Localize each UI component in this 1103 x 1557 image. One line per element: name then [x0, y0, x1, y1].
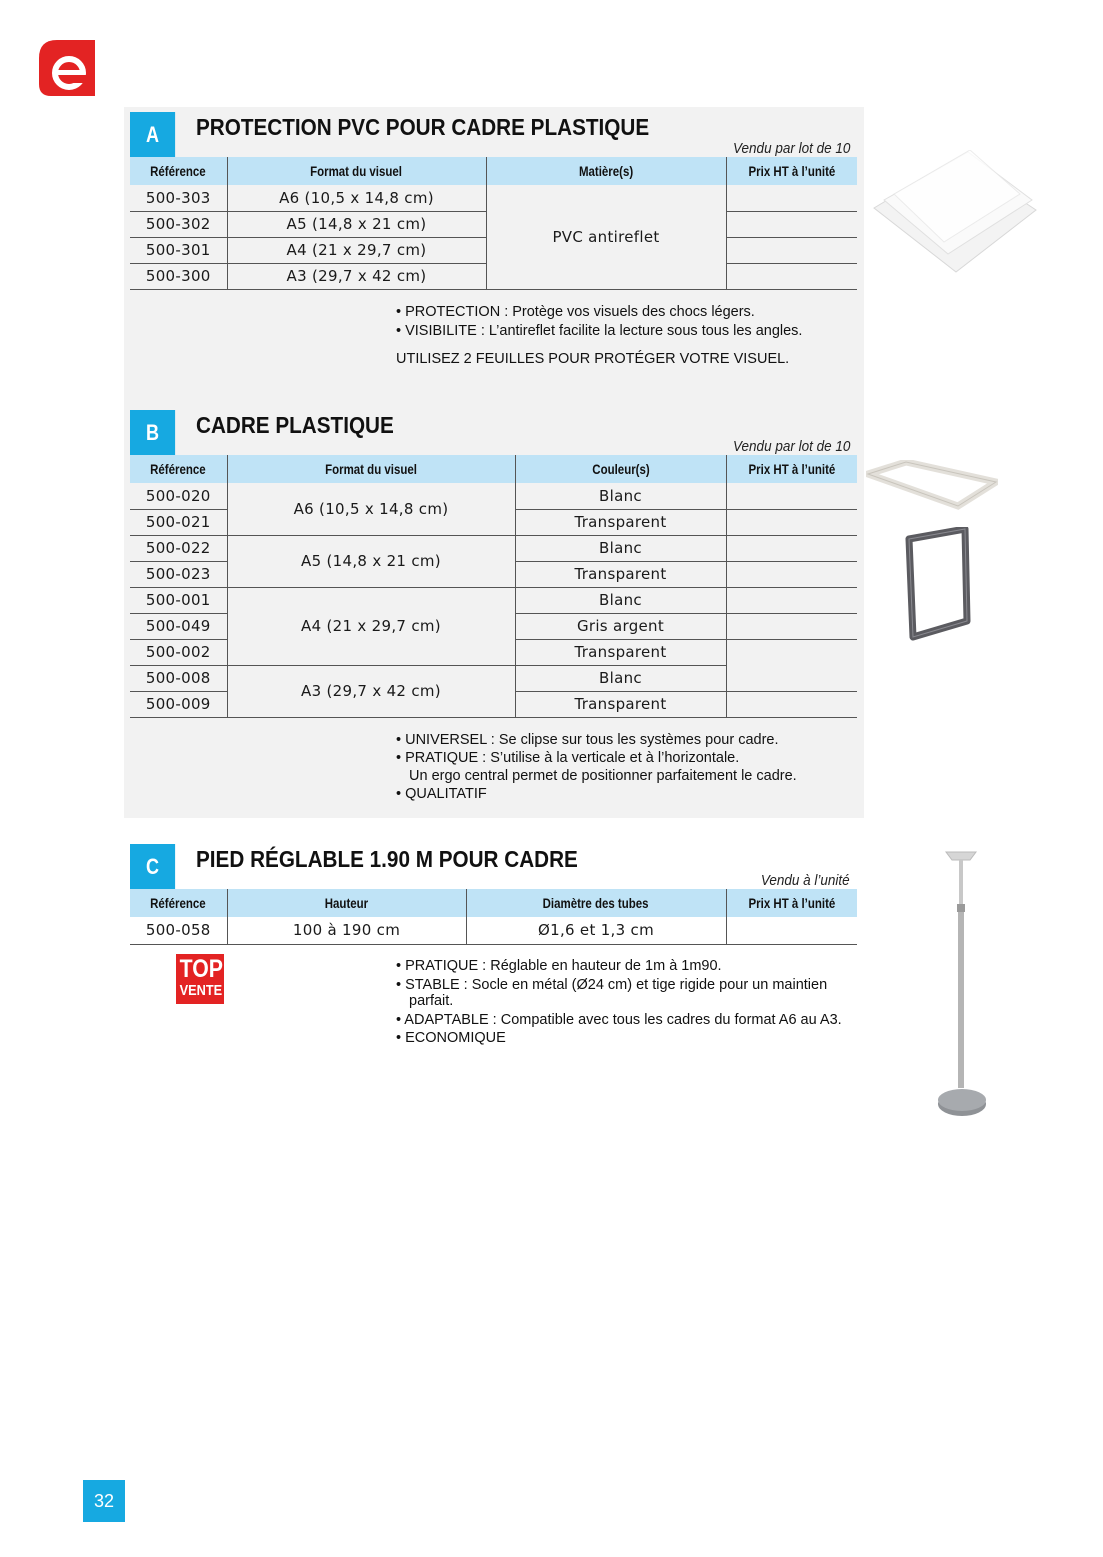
reference-cell: 500-022	[130, 535, 227, 561]
brand-logo-icon	[39, 40, 95, 96]
format-cell: A5 (14,8 x 21 cm)	[227, 535, 515, 587]
column-header: Matière(s)	[486, 157, 726, 185]
reference-cell: 500-301	[130, 237, 227, 263]
price-cell	[726, 691, 857, 717]
sold-by: Vendu à l’unité	[761, 872, 850, 889]
section-letter: C	[130, 844, 175, 889]
column-header: Hauteur	[227, 889, 466, 917]
sold-by: Vendu par lot de 10	[732, 140, 850, 157]
price-cell	[726, 509, 857, 535]
format-cell: A4 (21 x 29,7 cm)	[227, 587, 515, 665]
page-number: 32	[83, 1480, 125, 1522]
sold-by: Vendu par lot de 10	[732, 438, 850, 455]
list-item: • QUALITATIF	[396, 786, 487, 802]
section-title: PROTECTION PVC POUR CADRE PLASTIQUE	[196, 114, 650, 140]
column-header: Référence	[130, 455, 227, 483]
diameter-cell: Ø1,6 et 1,3 cm	[466, 917, 726, 944]
color-cell: Transparent	[515, 691, 726, 717]
column-header: Diamètre des tubes	[466, 889, 726, 917]
column-header: Couleur(s)	[515, 455, 726, 483]
format-cell: A6 (10,5 x 14,8 cm)	[227, 185, 486, 211]
price-cell	[726, 483, 857, 509]
reference-cell: 500-020	[130, 483, 227, 509]
section-letter: B	[130, 410, 175, 455]
table-header-row	[130, 455, 857, 483]
reference-cell: 500-302	[130, 211, 227, 237]
table-row	[130, 535, 857, 561]
reference-cell: 500-058	[130, 917, 227, 944]
section-c	[130, 844, 857, 954]
list-item: • UNIVERSEL : Se clipse sur tous les systèmes pour cadre.	[396, 732, 779, 748]
reference-cell: 500-300	[130, 263, 227, 289]
list-item: • PRATIQUE : Réglable en hauteur de 1m à 1m90.	[396, 958, 722, 974]
column-header: Référence	[130, 157, 227, 185]
list-item-continuation: Un ergo central permet de positionner parfaitement le cadre.	[409, 768, 797, 784]
section-title: CADRE PLASTIQUE	[196, 412, 394, 438]
color-cell: Blanc	[515, 483, 726, 509]
material-cell: PVC antireflet	[486, 185, 726, 289]
feature-list	[396, 303, 802, 341]
product-table	[130, 455, 857, 718]
price-cell	[726, 613, 857, 639]
section-title: PIED RÉGLABLE 1.90 M POUR CADRE	[196, 846, 578, 872]
list-item-continuation: parfait.	[409, 993, 454, 1009]
reference-cell: 500-008	[130, 665, 227, 691]
column-header: Référence	[130, 889, 227, 917]
color-cell: Blanc	[515, 665, 726, 691]
column-header: Prix HT à l’unité	[726, 157, 857, 185]
color-cell: Blanc	[515, 535, 726, 561]
list-item: • PRATIQUE : S’utilise à la verticale et à l’horizontale.	[396, 750, 740, 766]
list-item: • PROTECTION : Protège vos visuels des chocs légers.	[396, 304, 755, 320]
color-cell: Transparent	[515, 509, 726, 535]
pvc-sheets-image	[870, 150, 1040, 280]
format-cell: A6 (10,5 x 14,8 cm)	[227, 483, 515, 535]
section-b	[130, 410, 857, 720]
color-cell: Gris argent	[515, 613, 726, 639]
price-cell	[726, 263, 857, 289]
price-cell	[726, 185, 857, 211]
price-cell	[726, 211, 857, 237]
feature-list	[396, 731, 797, 803]
badge-top-text: TOP	[179, 955, 223, 983]
list-item: • VISIBILITE : L’antireflet facilite la lecture sous tous les angles.	[396, 323, 803, 339]
price-cell	[726, 237, 857, 263]
reference-cell: 500-023	[130, 561, 227, 587]
reference-cell: 500-009	[130, 691, 227, 717]
reference-cell: 500-002	[130, 639, 227, 665]
table-header-row	[130, 157, 857, 185]
badge-bottom-text: VENTE	[179, 982, 223, 999]
price-cell	[726, 561, 857, 587]
height-cell: 100 à 190 cm	[227, 917, 466, 944]
price-cell	[726, 917, 857, 944]
table-header-row	[130, 889, 857, 917]
price-cell	[726, 639, 857, 691]
usage-note: UTILISEZ 2 FEUILLES POUR PROTÉGER VOTRE VISUEL.	[396, 351, 790, 367]
table-row	[130, 587, 857, 613]
column-header: Prix HT à l’unité	[726, 889, 857, 917]
format-cell: A3 (29,7 x 42 cm)	[227, 263, 486, 289]
format-cell: A3 (29,7 x 42 cm)	[227, 665, 515, 717]
column-header: Prix HT à l’unité	[726, 455, 857, 483]
table-row	[130, 185, 857, 211]
product-table	[130, 157, 857, 290]
list-item: • STABLE : Socle en métal (Ø24 cm) et tige rigide pour un maintien	[396, 977, 828, 993]
list-item: • ECONOMIQUE	[396, 1030, 506, 1046]
table-row	[130, 483, 857, 509]
color-cell: Blanc	[515, 587, 726, 613]
table-row	[130, 917, 857, 944]
color-cell: Transparent	[515, 639, 726, 665]
reference-cell: 500-001	[130, 587, 227, 613]
top-vente-badge	[176, 954, 224, 1004]
price-cell	[726, 535, 857, 561]
reference-cell: 500-049	[130, 613, 227, 639]
color-cell: Transparent	[515, 561, 726, 587]
reference-cell: 500-021	[130, 509, 227, 535]
frame-horizontal-image	[866, 460, 998, 510]
reference-cell: 500-303	[130, 185, 227, 211]
format-cell: A5 (14,8 x 21 cm)	[227, 211, 486, 237]
price-cell	[726, 587, 857, 613]
format-cell: A4 (21 x 29,7 cm)	[227, 237, 486, 263]
product-table	[130, 889, 857, 945]
feature-list	[396, 957, 842, 1047]
column-header: Format du visuel	[227, 157, 486, 185]
column-header: Format du visuel	[227, 455, 515, 483]
section-letter: A	[130, 112, 175, 157]
adjustable-stand-image	[930, 848, 996, 1120]
frame-vertical-image	[905, 527, 971, 641]
list-item: • ADAPTABLE : Compatible avec tous les cadres du format A6 au A3.	[396, 1012, 842, 1028]
